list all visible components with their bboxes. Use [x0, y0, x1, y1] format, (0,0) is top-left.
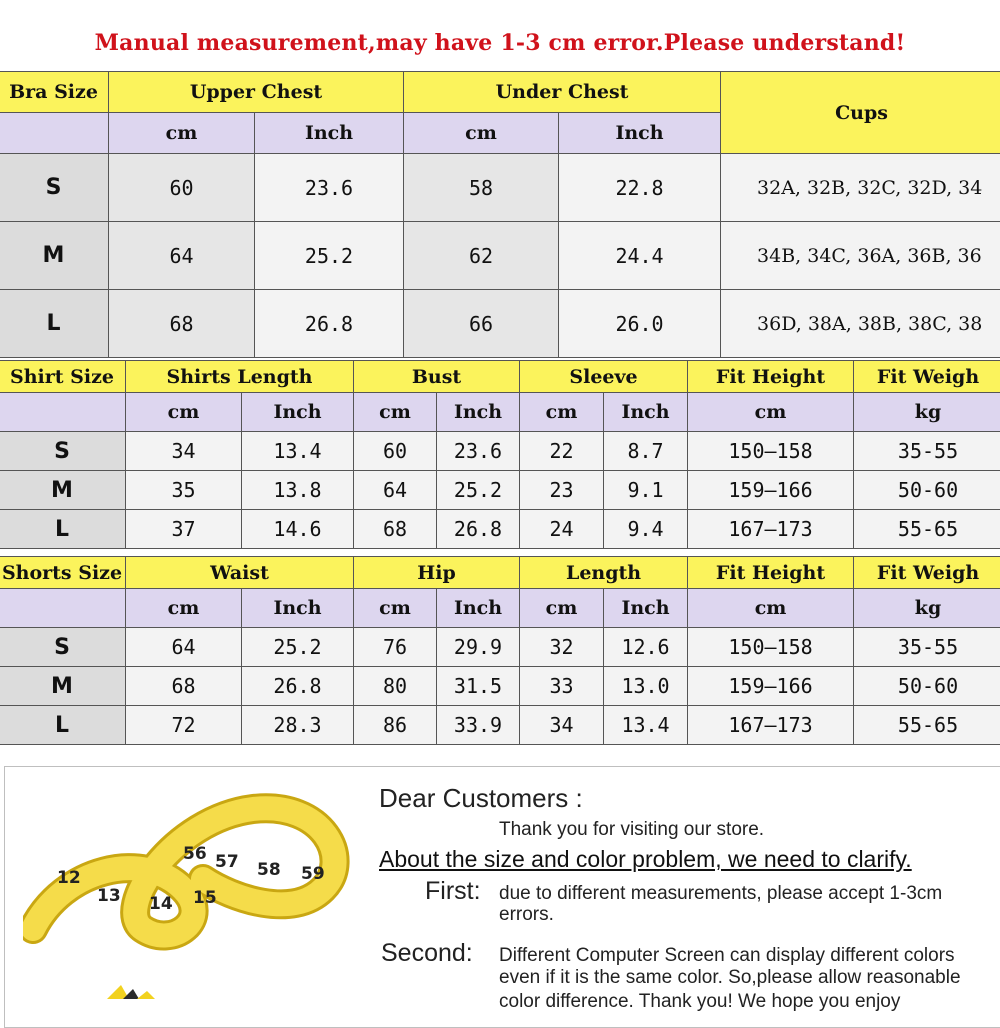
shorts-size-subheader	[0, 589, 126, 628]
measurement-warning-banner: Manual measurement,may have 1-3 cm error.Please understand!	[94, 30, 906, 56]
table-cell: 58	[404, 154, 559, 222]
tape-number: 13	[97, 886, 121, 906]
table-cell: 22	[520, 432, 604, 471]
table-cell: 13.4	[242, 432, 354, 471]
shirt-size-header: Shirt Size	[0, 361, 126, 393]
tape-number: 14	[149, 894, 173, 914]
decorative-graphic	[99, 979, 159, 999]
tape-number: 15	[193, 888, 217, 908]
size-label: L	[0, 706, 126, 745]
table-cell: 150—158	[688, 628, 854, 667]
table-cell: 68	[109, 290, 255, 358]
measuring-tape-image	[23, 779, 353, 979]
size-label: M	[0, 222, 109, 290]
second-text: Different Computer Screen can display different colors	[499, 945, 955, 966]
table-cell: 37	[126, 510, 242, 549]
table-cell: 62	[404, 222, 559, 290]
cups-cell: 36D, 38A, 38B, 38C, 38	[721, 290, 1000, 358]
table-cell: 60	[354, 432, 437, 471]
table-cell: 159—166	[688, 471, 854, 510]
unit-cm: cm	[354, 589, 437, 628]
table-cell: 80	[354, 667, 437, 706]
customer-notice	[4, 766, 1000, 1028]
table-row	[0, 471, 1000, 510]
unit-cm: cm	[520, 393, 604, 432]
table-cell: 64	[354, 471, 437, 510]
cups-cell: 32A, 32B, 32C, 32D, 34	[721, 154, 1000, 222]
fit-height-header: Fit Height	[688, 557, 854, 589]
table-cell: 26.0	[559, 290, 721, 358]
unit-inch: Inch	[437, 589, 520, 628]
tape-number: 56	[183, 844, 207, 864]
unit-cm: cm	[126, 589, 242, 628]
unit-cm: cm	[688, 393, 854, 432]
unit-inch: Inch	[242, 589, 354, 628]
table-cell: 23.6	[255, 154, 404, 222]
unit-cm: cm	[109, 113, 255, 154]
shirt-size-subheader	[0, 393, 126, 432]
table-row	[0, 510, 1000, 549]
fit-height-header: Fit Height	[688, 361, 854, 393]
table-cell: 64	[126, 628, 242, 667]
upper-chest-header: Upper Chest	[109, 72, 404, 113]
table-cell: 35-55	[854, 628, 1000, 667]
table-cell: 26.8	[242, 667, 354, 706]
table-cell: 25.2	[437, 471, 520, 510]
unit-inch: Inch	[255, 113, 404, 154]
unit-cm: cm	[688, 589, 854, 628]
table-cell: 8.7	[604, 432, 688, 471]
size-label: L	[0, 510, 126, 549]
table-cell: 24	[520, 510, 604, 549]
table-cell: 12.6	[604, 628, 688, 667]
table-row	[0, 222, 1000, 290]
first-text: due to different measurements, please accept 1-3cm	[499, 883, 943, 904]
table-cell: 76	[354, 628, 437, 667]
table-cell: 150—158	[688, 432, 854, 471]
length-header: Length	[520, 557, 688, 589]
table-cell: 29.9	[437, 628, 520, 667]
table-cell: 50-60	[854, 471, 1000, 510]
table-cell: 159—166	[688, 667, 854, 706]
unit-inch: Inch	[604, 589, 688, 628]
unit-inch: Inch	[242, 393, 354, 432]
table-cell: 86	[354, 706, 437, 745]
table-row	[0, 706, 1000, 745]
second-text-continued-2: color difference. Thank you! We hope you enjoy	[499, 991, 901, 1012]
table-cell: 167—173	[688, 510, 854, 549]
table-cell: 66	[404, 290, 559, 358]
size-label: M	[0, 471, 126, 510]
table-cell: 9.4	[604, 510, 688, 549]
table-cell: 28.3	[242, 706, 354, 745]
shorts-size-header: Shorts Size	[0, 557, 126, 589]
table-cell: 167—173	[688, 706, 854, 745]
table-cell: 68	[126, 667, 242, 706]
table-cell: 33	[520, 667, 604, 706]
bra-size-subheader	[0, 113, 109, 154]
table-cell: 72	[126, 706, 242, 745]
hip-header: Hip	[354, 557, 520, 589]
unit-cm: cm	[126, 393, 242, 432]
table-cell: 13.4	[604, 706, 688, 745]
size-label: S	[0, 432, 126, 471]
table-cell: 50-60	[854, 667, 1000, 706]
table-cell: 26.8	[437, 510, 520, 549]
cups-header: Cups	[721, 72, 1000, 154]
tape-number: 58	[257, 860, 281, 880]
table-cell: 35	[126, 471, 242, 510]
table-cell: 23.6	[437, 432, 520, 471]
bra-size-header: Bra Size	[0, 72, 109, 113]
table-row	[0, 290, 1000, 358]
table-row	[0, 667, 1000, 706]
table-cell: 35-55	[854, 432, 1000, 471]
size-label: M	[0, 667, 126, 706]
table-cell: 26.8	[255, 290, 404, 358]
shorts-size-table	[0, 556, 1000, 745]
table-cell: 68	[354, 510, 437, 549]
table-cell: 32	[520, 628, 604, 667]
unit-kg: kg	[854, 393, 1000, 432]
shirts-length-header: Shirts Length	[126, 361, 354, 393]
unit-inch: Inch	[559, 113, 721, 154]
tape-number: 57	[215, 852, 239, 872]
second-text-continued: even if it is the same color. So,please allow reasonable	[499, 967, 961, 988]
size-label: L	[0, 290, 109, 358]
first-text-continued: errors.	[499, 904, 554, 925]
size-label: S	[0, 154, 109, 222]
unit-inch: Inch	[437, 393, 520, 432]
tape-number: 12	[57, 868, 81, 888]
table-cell: 55-65	[854, 706, 1000, 745]
table-cell: 25.2	[242, 628, 354, 667]
table-row	[0, 432, 1000, 471]
dear-customers-heading: Dear Customers :	[379, 783, 583, 813]
table-cell: 34	[126, 432, 242, 471]
first-label: First:	[425, 877, 481, 905]
table-cell: 14.6	[242, 510, 354, 549]
table-row	[0, 628, 1000, 667]
thanks-text: Thank you for visiting our store.	[499, 819, 765, 840]
table-row	[0, 154, 1000, 222]
size-label: S	[0, 628, 126, 667]
table-cell: 33.9	[437, 706, 520, 745]
bust-header: Bust	[354, 361, 520, 393]
table-cell: 25.2	[255, 222, 404, 290]
fit-weight-header: Fit Weigh	[854, 557, 1000, 589]
table-cell: 31.5	[437, 667, 520, 706]
shirt-size-table	[0, 360, 1000, 549]
unit-cm: cm	[354, 393, 437, 432]
unit-inch: Inch	[604, 393, 688, 432]
second-label: Second:	[381, 939, 473, 967]
sleeve-header: Sleeve	[520, 361, 688, 393]
unit-kg: kg	[854, 589, 1000, 628]
table-cell: 13.8	[242, 471, 354, 510]
table-cell: 64	[109, 222, 255, 290]
cups-cell: 34B, 34C, 36A, 36B, 36	[721, 222, 1000, 290]
waist-header: Waist	[126, 557, 354, 589]
unit-cm: cm	[404, 113, 559, 154]
table-cell: 60	[109, 154, 255, 222]
bra-size-table	[0, 71, 1000, 358]
table-cell: 34	[520, 706, 604, 745]
table-cell: 24.4	[559, 222, 721, 290]
under-chest-header: Under Chest	[404, 72, 721, 113]
fit-weight-header: Fit Weigh	[854, 361, 1000, 393]
table-cell: 22.8	[559, 154, 721, 222]
clarify-heading: About the size and color problem, we need to clarify.	[379, 846, 912, 872]
table-cell: 23	[520, 471, 604, 510]
table-cell: 13.0	[604, 667, 688, 706]
tape-number: 59	[301, 864, 325, 884]
table-cell: 9.1	[604, 471, 688, 510]
table-cell: 55-65	[854, 510, 1000, 549]
unit-cm: cm	[520, 589, 604, 628]
